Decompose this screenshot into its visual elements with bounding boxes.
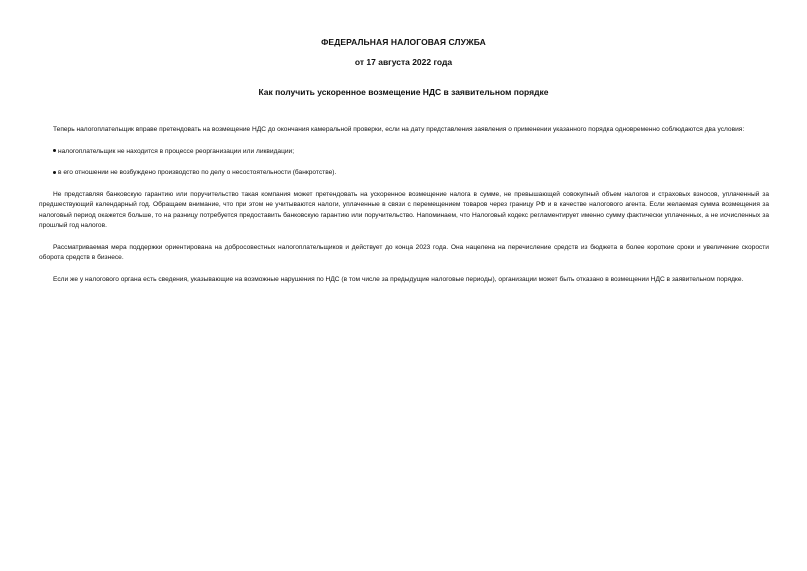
organization-name: ФЕДЕРАЛЬНАЯ НАЛОГОВАЯ СЛУЖБА [321, 37, 486, 47]
bullet-icon [53, 171, 56, 174]
guarantee-paragraph: Не представляя банковскую гарантию или поручительство такая компания может претендовать на ускоренное возмещение налога в сумме, не превышающей совокупный объем налогов и страховых взносов, уплаченный за предшествующий календарный год. Обращаем внимание, что при этом не учитываются налоги, уплаченные в связи с перемещением товаров через границу РФ и в качестве налогового агента. Если желаемая сумма возмещения за налоговый период окажется больше, то на разницу потребуется предоставить банковскую гарантию или поручительство. Напоминаем, что Налоговый кодекс регламентирует именно сумму фактически уплаченных, а не исчисленных за прошлый год налогов. [39, 190, 769, 229]
bullet-text: налогоплательщик не находится в процессе реорганизации или ликвидации; [58, 147, 295, 155]
document-title: Как получить ускоренное возмещение НДС в заявительном порядке [258, 87, 549, 97]
refusal-paragraph: Если же у налогового органа есть сведения, указывающие на возможные нарушения по НДС (в том числе за предыдущие налоговые периоды), организации может быть отказано в возмещении НДС в заявительном порядке. [53, 275, 744, 283]
document-date: от 17 августа 2022 года [354, 57, 453, 67]
bullet-item [39, 147, 769, 158]
bullet-item [39, 168, 769, 179]
intro-paragraph: Теперь налогоплательщик вправе претендовать на возмещение НДС до окончания камеральной проверки, если на дату представления заявления о применении указанного порядка одновременно соблюдаются два условия: [53, 126, 745, 133]
bullet-text: в его отношении не возбуждено производство по делу о несостоятельности (банкротстве). [58, 169, 337, 176]
measure-paragraph: Рассматриваемая мера поддержки ориентирована на добросовестных налогоплательщиков и действует до конца 2023 года. Она нацелена на перечисление средств из бюджета в более короткие сроки и увеличение скорости оборота средств в бизнесе. [39, 243, 769, 261]
bullet-icon [53, 149, 56, 152]
document-body [39, 125, 769, 285]
